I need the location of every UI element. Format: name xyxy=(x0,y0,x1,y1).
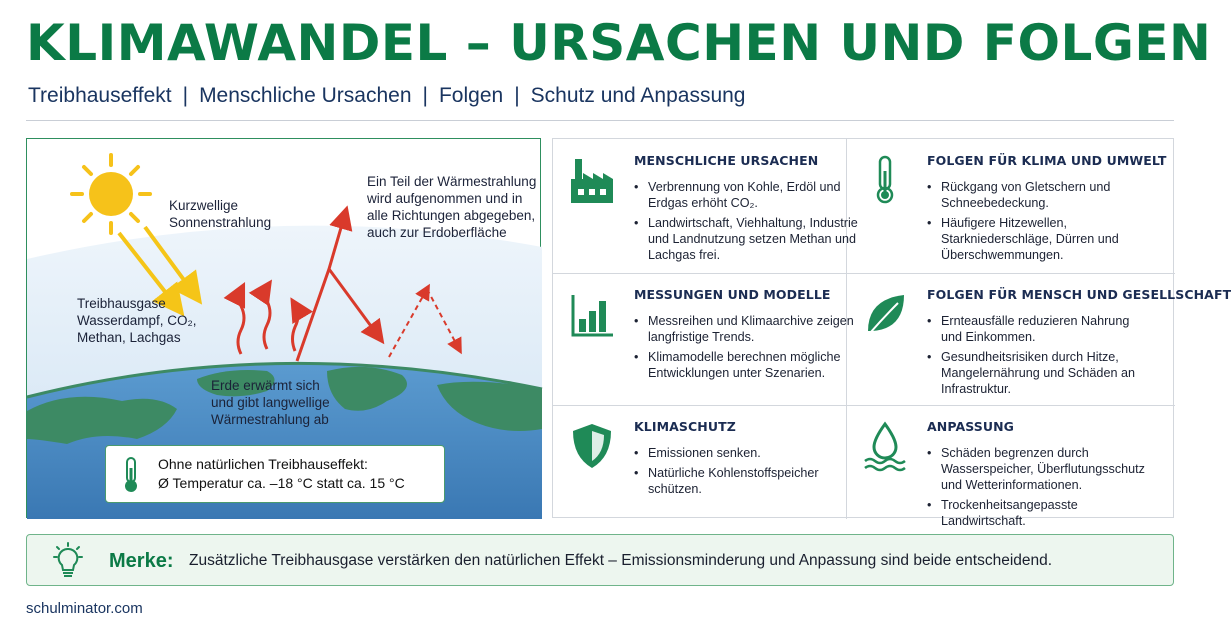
reradiation-label: Ein Teil der Wärmestrahlung wird aufgenommen und in alle Richtungen abgegeben, auch zur Erdoberfläche xyxy=(367,174,537,240)
list-item: • Emissionen senken. xyxy=(634,445,859,461)
card-heading: ANPASSUNG xyxy=(927,419,1015,434)
list-item: • Häufigere Hitzewellen, Starkniederschläge, Dürren und Überschwemmungen. xyxy=(927,215,1152,263)
separator: | xyxy=(422,84,428,107)
sun-icon xyxy=(72,155,150,233)
topic-nav xyxy=(28,84,746,108)
merke-box xyxy=(26,534,1174,586)
card-heading: FOLGEN FÜR MENSCH UND GESELLSCHAFT xyxy=(927,287,1231,302)
card-folgen-klima xyxy=(846,139,1167,273)
topic-schutz-anpassung: Schutz und Anpassung xyxy=(530,84,746,107)
card-heading: KLIMASCHUTZ xyxy=(634,419,736,434)
card-menschliche-ursachen xyxy=(553,139,864,273)
card-anpassung xyxy=(846,405,1157,528)
footer-source: schulminator.com xyxy=(26,600,143,617)
bullet-list xyxy=(634,179,859,267)
greenhouse-gases-label: Treibhausgase Wasserdampf, CO₂, Methan, Lachgas xyxy=(77,296,197,345)
bullet-list xyxy=(927,313,1152,401)
bullet-list xyxy=(927,445,1152,533)
earth-label: Erde erwärmt sich und gibt langwellige Wärmestrahlung ab xyxy=(211,378,330,427)
card-messungen-modelle xyxy=(553,273,864,405)
bullet-list xyxy=(634,313,859,385)
greenhouse-diagram xyxy=(26,138,541,518)
thermometer-icon xyxy=(862,155,908,205)
list-item: • Gesundheitsrisiken durch Hitze, Mangelernährung und Schäden an Infrastruktur. xyxy=(927,349,1152,397)
bullet-list xyxy=(927,179,1152,267)
info-box: Ohne natürlichen Treibhauseffekt: Ø Temperatur ca. –18 °C statt ca. 15 °C xyxy=(105,445,445,503)
list-item: • Trockenheitsangepasste Landwirtschaft. xyxy=(927,497,1152,529)
separator: | xyxy=(182,84,189,107)
list-item: • Klimamodelle berechnen mögliche Entwicklungen unter Szenarien. xyxy=(634,349,859,381)
card-heading: MENSCHLICHE URSACHEN xyxy=(634,153,819,168)
topic-menschliche-ursachen: Menschliche Ursachen xyxy=(199,84,412,107)
card-klimaschutz xyxy=(553,405,864,519)
page-title: KLIMAWANDEL – URSACHEN UND FOLGEN xyxy=(26,14,1212,72)
factory-icon xyxy=(569,155,615,205)
list-item: • Natürliche Kohlenstoffspeicher schützen. xyxy=(634,465,859,497)
thermometer-icon xyxy=(120,456,142,494)
card-heading: MESSUNGEN UND MODELLE xyxy=(634,287,831,302)
topic-treibhauseffekt: Treibhauseffekt xyxy=(28,84,172,107)
topic-cards xyxy=(552,138,1231,528)
list-item: • Messreihen und Klimaarchive zeigen langfristige Trends. xyxy=(634,313,859,345)
water-drop-icon xyxy=(862,421,908,471)
header-divider xyxy=(26,120,1174,121)
lightbulb-icon xyxy=(51,543,85,579)
bar-chart-icon xyxy=(569,289,615,339)
list-item: • Schäden begrenzen durch Wasserspeicher, Überflutungsschutz und Wetterinformationen. xyxy=(927,445,1152,493)
card-folgen-mensch xyxy=(846,273,1231,405)
list-item: • Landwirtschaft, Viehhaltung, Industrie und Landnutzung setzen Methan und Lachgas frei. xyxy=(634,215,859,263)
sunlight-label: Kurzwellige Sonnenstrahlung xyxy=(169,198,272,230)
list-item: • Verbrennung von Kohle, Erdöl und Erdgas erhöht CO₂. xyxy=(634,179,859,211)
topic-folgen: Folgen xyxy=(438,84,504,107)
greenhouse-gases-title: Treibhausgase xyxy=(77,296,166,311)
list-item: • Rückgang von Gletschern und Schneebedeckung. xyxy=(927,179,1152,211)
merke-label: Merke: xyxy=(109,550,174,572)
bullet-list xyxy=(634,445,859,501)
merke-text: Zusätzliche Treibhausgase verstärken den natürlichen Effekt – Emissionsminderung und Anpassung sind beide entscheidend. xyxy=(189,552,1053,569)
list-item: • Ernteausfälle reduzieren Nahrung und Einkommen. xyxy=(927,313,1152,345)
leaf-icon xyxy=(862,289,908,339)
separator: | xyxy=(514,84,520,107)
card-heading: FOLGEN FÜR KLIMA UND UMWELT xyxy=(927,153,1167,168)
shield-icon xyxy=(569,421,615,471)
